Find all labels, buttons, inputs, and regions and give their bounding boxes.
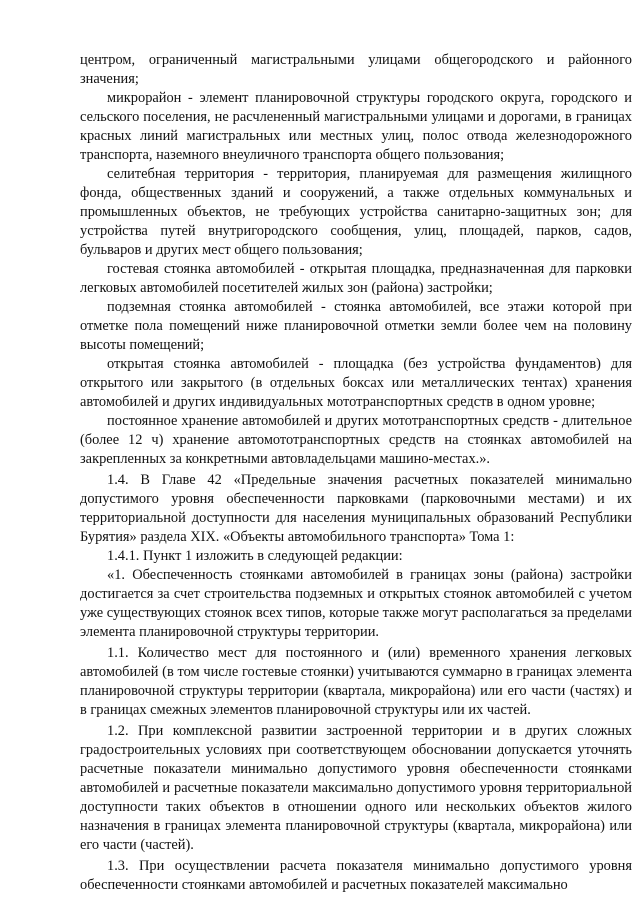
paragraph-open-parking-definition: открытая стоянка автомобилей - площадка (без устройства фундаментов) для открытого или закрытого (в отдельных боксах или металлических тентах) хранения автомобилей и других индивидуальных мототранспортных средств в одном уровне;	[80, 356, 632, 410]
paragraph-item-1-3: 1.3. При осуществлении расчета показателя минимально допустимого уровня обеспеченности стоянками автомобилей и расчетных показателей максимально	[80, 858, 632, 893]
paragraph-definition-continuation: центром, ограниченный магистральными улицами общегородского и районного значения;	[80, 52, 632, 87]
paragraph-section-1-4: 1.4. В Главе 42 «Предельные значения расчетных показателей минимально допустимого уровня обеспеченности парковками (парковочными местами) и их территориальной доступности для населения муниципальных образований Республики Бурятия» раздела XIX. «Объекты автомобильного транспорта» Тома 1:	[80, 472, 632, 545]
paragraph-section-1-4-1: 1.4.1. Пункт 1 изложить в следующей редакции:	[107, 548, 403, 564]
paragraph-item-1-1: 1.1. Количество мест для постоянного и (или) временного хранения легковых автомобилей (в том числе гостевые стоянки) учитываются суммарно в границах элемента планировочной структуры территории (квартала, микрорайона) или его части (частях) и в границах смежных элементов планировочной структуры или их частей.	[80, 645, 632, 718]
paragraph-microdistrict-definition: микрорайон - элемент планировочной структуры городского округа, городского и сельского поселения, не расчлененный магистральными улицами и дорогами, в границах красных линий магистральных или местных улиц, полос отвода железнодорожного транспорта, наземного внеуличного транспорта общего пользования;	[80, 90, 632, 163]
paragraph-item-1: «1. Обеспеченность стоянками автомобилей в границах зоны (района) застройки достигается за счет строительства подземных и открытых стоянок автомобилей с учетом уже существующих стоянок всех типов, которые также могут располагаться за пределами элемента планировочной структуры территории.	[80, 567, 632, 640]
paragraph-item-1-2: 1.2. При комплексной развитии застроенной территории и в других сложных градостроительных условиях при соответствующем обосновании допускается уточнять расчетные показатели минимально допустимого уровня обеспеченности стоянками автомобилей и расчетные показатели максимально допустимого уровня территориальной доступности таких объектов в отношении одного или нескольких объектов жилого назначения в границах элемента планировочной структуры (квартала, микрорайона) или его части (частей).	[80, 723, 632, 853]
paragraph-residential-territory-definition: селитебная территория - территория, планируемая для размещения жилищного фонда, общественных зданий и сооружений, а также отдельных коммунальных и промышленных объектов, не требующих устройства санитарно-защитных зон; для устройства путей внутригородского сообщения, улиц, площадей, парков, садов, бульваров и других мест общего пользования;	[80, 166, 632, 258]
paragraph-underground-parking-definition: подземная стоянка автомобилей - стоянка автомобилей, все этажи которой при отметке пола помещений ниже планировочной отметки земли более чем на половину высоты помещений;	[80, 299, 632, 353]
document-body	[80, 51, 632, 895]
paragraph-guest-parking-definition: гостевая стоянка автомобилей - открытая площадка, предназначенная для парковки легковых автомобилей посетителей жилых зон (района) застройки;	[80, 261, 632, 296]
paragraph-permanent-storage-definition: постоянное хранение автомобилей и других мототранспортных средств - длительное (более 12 ч) хранение автомототранспортных средств на стоянках автомобилей на закрепленных за конкретными автовладельцами машино-местах.».	[80, 413, 632, 467]
